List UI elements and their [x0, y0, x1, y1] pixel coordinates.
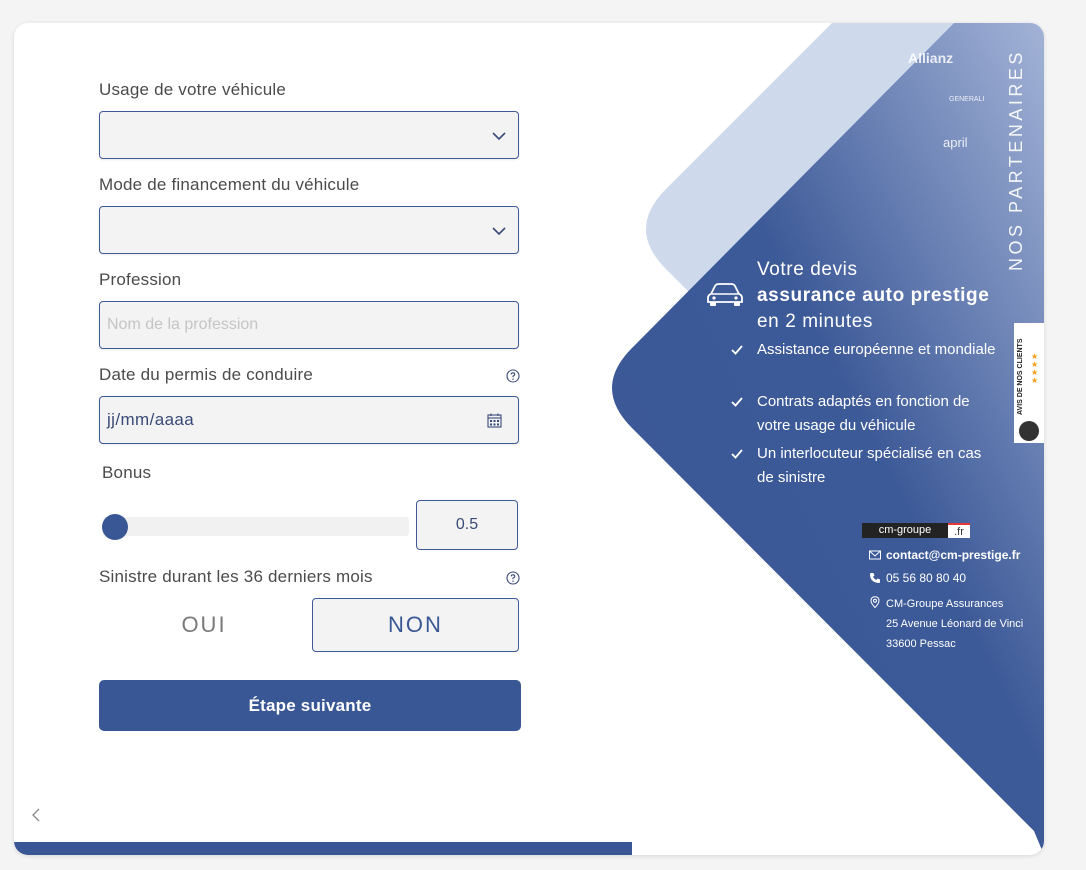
chevron-left-icon[interactable] — [29, 806, 43, 824]
phone-icon — [869, 572, 881, 584]
promo-background — [574, 23, 1044, 855]
allianz-logo: Allianz — [908, 50, 954, 66]
profession-label: Profession — [99, 270, 182, 289]
feature-item: Assistance européenne et mondiale — [757, 341, 996, 358]
cm-groupe-logo[interactable] — [862, 523, 970, 538]
reviews-label: AVIS DE NOS CLIENTS — [1017, 338, 1024, 415]
promo-headline — [757, 257, 1007, 335]
license-date-label: Date du permis de conduire — [99, 365, 314, 384]
headline-bold: assurance auto prestige — [757, 285, 990, 306]
help-icon[interactable] — [506, 369, 520, 383]
help-icon[interactable] — [506, 571, 520, 585]
quote-card — [14, 23, 1044, 855]
chevron-down-icon — [490, 222, 508, 240]
check-icon — [730, 343, 744, 357]
location-pin-icon — [869, 596, 881, 608]
progress-bar — [14, 842, 632, 855]
financing-label: Mode de financement du véhicule — [99, 175, 360, 194]
contact-company: CM-Groupe Assurances — [886, 598, 1004, 610]
customer-reviews-widget[interactable] — [1014, 323, 1044, 443]
claims-option-no[interactable] — [312, 598, 519, 652]
usage-label: Usage de votre véhicule — [99, 80, 286, 99]
bonus-slider-handle[interactable] — [102, 514, 128, 540]
bonus-slider-track[interactable] — [103, 517, 409, 536]
brand-main: cm-groupe — [862, 523, 948, 538]
contact-street: 25 Avenue Léonard de Vinci — [886, 618, 1024, 630]
contact-phone[interactable]: 05 56 80 80 40 — [886, 571, 967, 585]
bonus-label: Bonus — [102, 463, 152, 482]
bonus-value-input[interactable] — [416, 500, 518, 550]
chevron-down-icon — [490, 127, 508, 145]
feature-item: Un interlocuteur spécialisé en cas de sinistre — [757, 445, 982, 486]
april-logo: april — [943, 135, 968, 150]
brand-ext: .fr — [948, 523, 970, 538]
profession-placeholder: Nom de la profession — [107, 316, 259, 333]
claims-option-yes[interactable] — [99, 598, 309, 652]
badge-icon — [1019, 421, 1039, 441]
financing-select[interactable] — [99, 206, 519, 254]
check-icon — [730, 395, 744, 409]
license-date-input[interactable] — [99, 396, 519, 444]
check-icon — [730, 447, 744, 461]
partners-title: NOS PARTENAIRES — [1006, 49, 1026, 271]
car-icon — [706, 281, 744, 307]
bonus-value: 0.5 — [455, 516, 479, 533]
mail-icon — [869, 549, 881, 561]
next-step-button[interactable]: Étape suivante — [99, 680, 521, 731]
quote-form — [14, 23, 614, 855]
claims-option-no-label: NON — [388, 612, 443, 637]
generali-logo: GENERALI — [949, 96, 985, 103]
calendar-icon[interactable] — [487, 413, 502, 428]
claims-option-yes-label: OUI — [181, 612, 227, 637]
headline-tail: en 2 minutes — [757, 311, 873, 332]
headline-line1: Votre devis — [757, 259, 858, 280]
claims-label: Sinistre durant les 36 derniers mois — [99, 567, 373, 586]
license-date-value: jj/mm/aaaa — [107, 410, 195, 429]
stars-icon: ★ ★ ★ ★ — [1031, 352, 1039, 385]
contact-email[interactable]: contact@cm-prestige.fr — [886, 548, 1021, 562]
usage-select[interactable] — [99, 111, 519, 159]
contact-city: 33600 Pessac — [886, 638, 956, 650]
feature-item: Contrats adaptés en fonction de votre usage du véhicule — [757, 393, 970, 434]
profession-input[interactable] — [99, 301, 519, 349]
